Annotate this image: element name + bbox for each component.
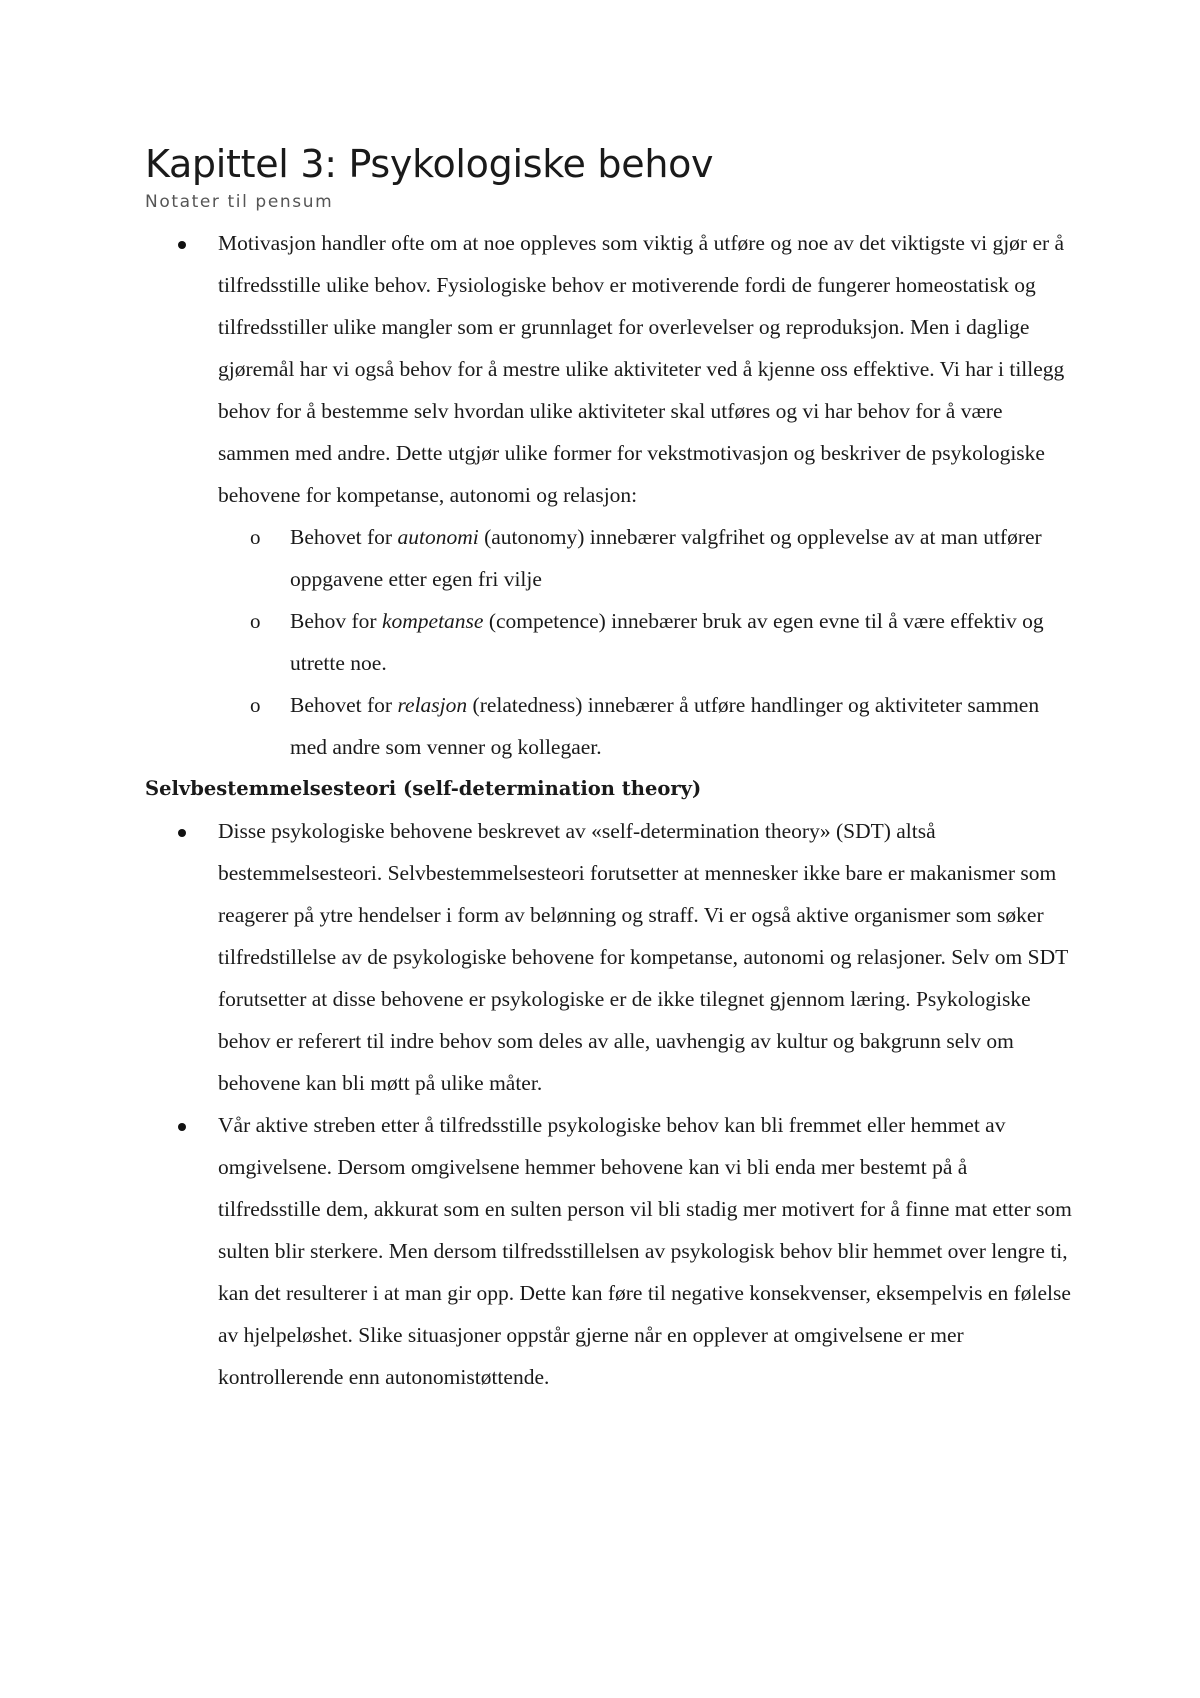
document-page bbox=[145, 140, 1075, 1398]
sub-list-item-competence bbox=[250, 600, 1075, 684]
paragraph-text: Vår aktive streben etter å tilfredsstille psykologiske behov kan bli fremmet eller hemmet av omgivelsene. Dersom omgivelsene hemmer behovene kan vi bli enda mer bestemt på å tilfredsstille dem, akkurat som en sulten person vil bli stadig mer motivert for å finne mat etter som sulten blir sterkere. Men dersom tilfredsstillelsen av psykologisk behov blir hemmet over lengre ti, kan det resulterer i at man gir opp. Dette kan føre til negative konsekvenser, eksempelvis en følelse av hjelpeløshet. Slike situasjoner oppstår gjerne når en opplever at omgivelsene er mer kontrollerende enn autonomistøttende. bbox=[218, 1113, 1072, 1389]
paragraph-text: Disse psykologiske behovene beskrevet av «self-determination theory» (SDT) altså bestemmelsesteori. Selvbestemmelsesteori forutsetter at mennesker ikke bare er makanismer som reagerer på ytre hendelser i form av belønning og straff. Vi er også aktive organismer som søker tilfredstillelse av de psykologiske behovene for kompetanse, autonomi og relasjoner. Selv om SDT forutsetter at disse behovene er psykologiske er de ikke tilegnet gjennom læring. Psykologiske behov er referert til indre behov som deles av alle, uavhengig av kultur og bakgrunn selv om behovene kan bli møtt på ulike måter. bbox=[218, 819, 1068, 1095]
document-subtitle: Notater til pensum bbox=[145, 192, 334, 212]
sub-list-item-relatedness bbox=[250, 684, 1075, 768]
document-body bbox=[145, 222, 1075, 1398]
bullet-list-intro bbox=[145, 222, 1075, 768]
term-autonomi: autonomi bbox=[397, 525, 479, 549]
list-item bbox=[218, 1104, 1075, 1398]
sub-item-suffix: (autonomy) innebærer valgfrihet og opplevelse av at man utfører oppgavene etter egen fri vilje bbox=[290, 525, 1042, 591]
circle-bullet-icon: o bbox=[250, 609, 261, 633]
sub-item-prefix: Behovet for bbox=[290, 525, 398, 549]
list-item bbox=[218, 222, 1075, 768]
sub-item-prefix: Behov for bbox=[290, 609, 382, 633]
bullet-icon bbox=[178, 241, 186, 249]
term-relasjon: relasjon bbox=[397, 693, 468, 717]
sub-item-prefix: Behovet for bbox=[290, 693, 398, 717]
circle-bullet-icon: o bbox=[250, 525, 261, 549]
sub-item-suffix: (relatedness) innebærer å utføre handlinger og aktiviteter sammen med andre som venner og kollegaer. bbox=[290, 693, 1040, 759]
paragraph-text: Motivasjon handler ofte om at noe oppleves som viktig å utføre og noe av det viktigste vi gjør er å tilfredsstille ulike behov. Fysiologiske behov er motiverende fordi de fungerer homeostatisk og tilfredsstiller ulike mangler som er grunnlaget for overlevelser og reproduksjon. Men i daglige gjøremål har vi også behov for å mestre ulike aktiviteter ved å kjenne oss effektive. Vi har i tillegg behov for å bestemme selv hvordan ulike aktiviteter skal utføres og vi har behov for å være sammen med andre. Dette utgjør ulike former for vekstmotivasjon og beskriver de psykologiske behovene for kompetanse, autonomi og relasjon: bbox=[218, 231, 1065, 507]
sub-list-needs bbox=[218, 516, 1075, 768]
circle-bullet-icon: o bbox=[250, 693, 261, 717]
term-kompetanse: kompetanse bbox=[381, 609, 484, 633]
document-title: Kapittel 3: Psykologiske behov bbox=[145, 142, 714, 186]
section-heading-sdt: Selvbestemmelsesteori (self-determination theory) bbox=[145, 777, 702, 800]
bullet-list-sdt bbox=[145, 810, 1075, 1398]
sub-item-suffix: (competence) innebærer bruk av egen evne til å være effektiv og utrette noe. bbox=[290, 609, 1044, 675]
list-item bbox=[218, 810, 1075, 1104]
sub-list-item-autonomy bbox=[250, 516, 1075, 600]
bullet-icon bbox=[178, 829, 186, 837]
bullet-icon bbox=[178, 1123, 186, 1131]
